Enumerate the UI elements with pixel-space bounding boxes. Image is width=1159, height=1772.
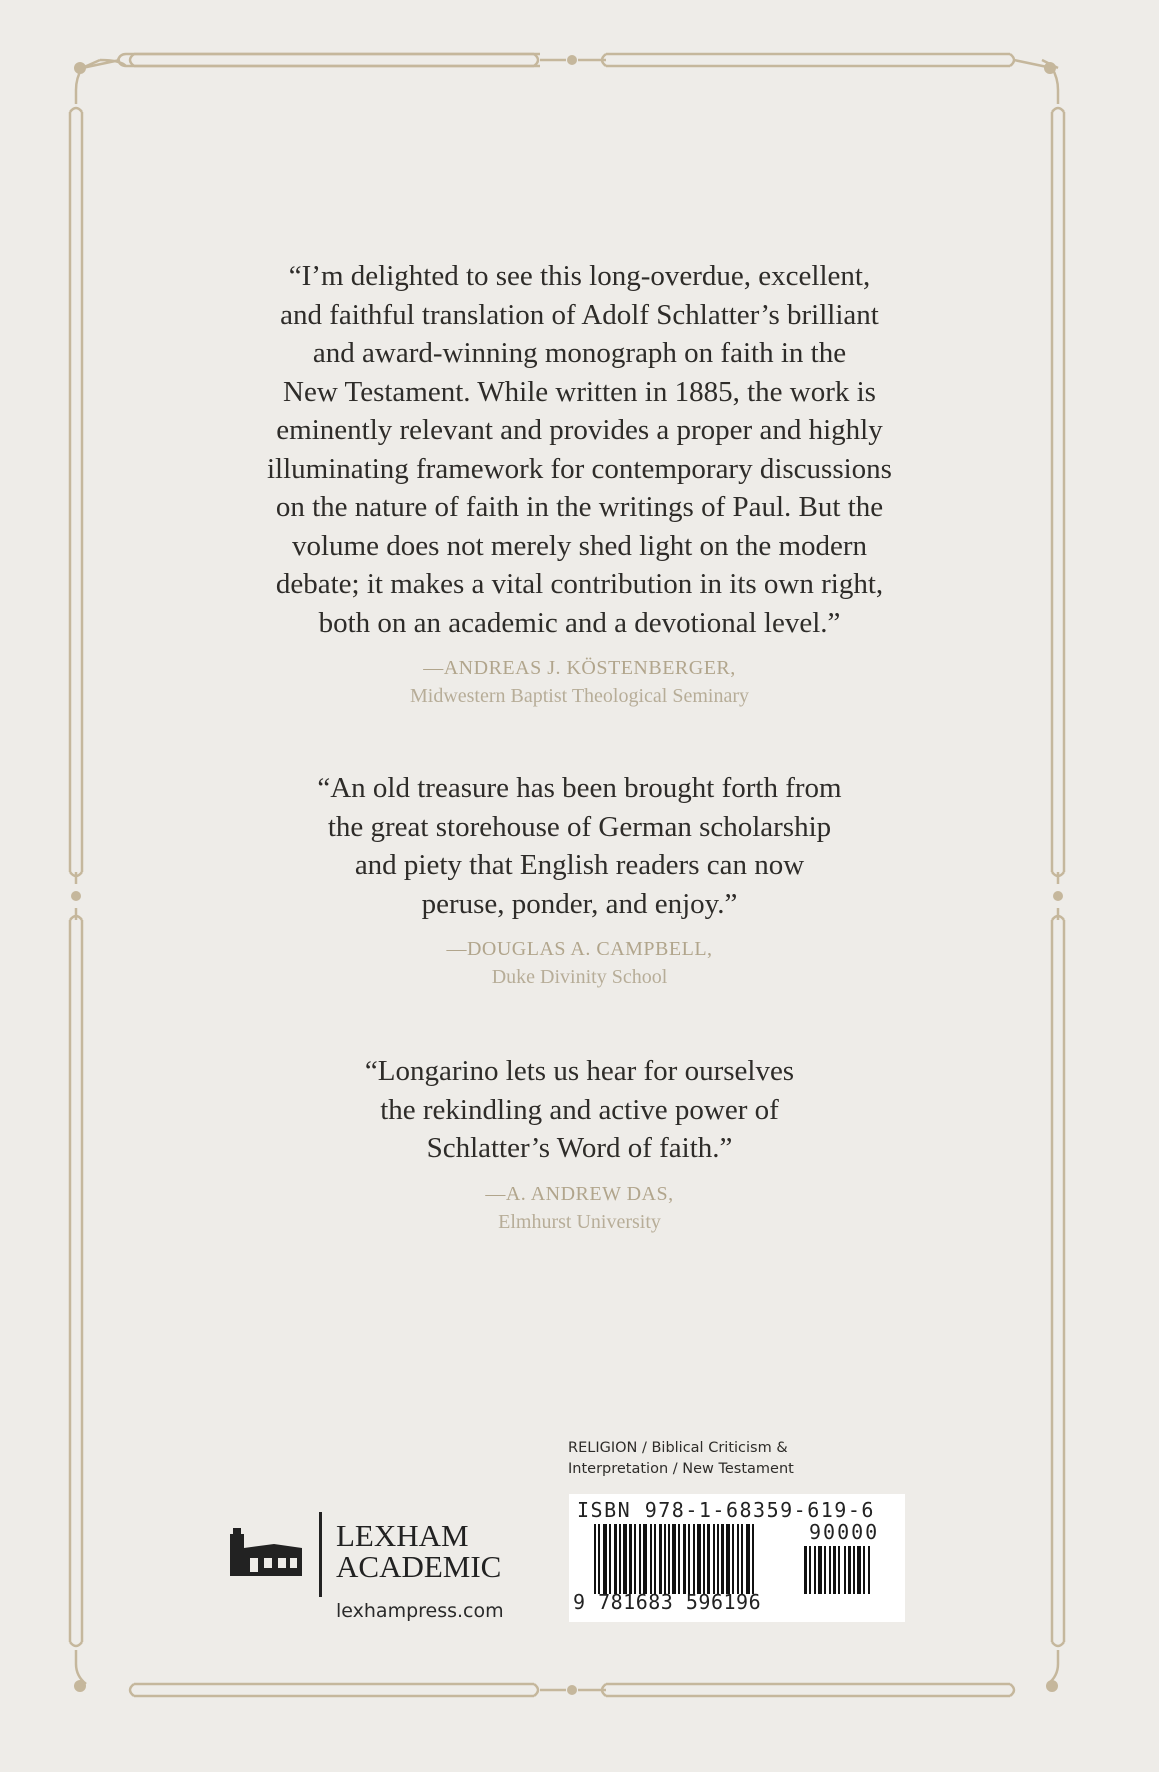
price-code: 90000 — [809, 1520, 880, 1544]
barcode-bar — [737, 1524, 739, 1594]
barcode-bar — [829, 1546, 831, 1594]
barcode-bar — [868, 1546, 870, 1594]
quote-line: the great storehouse of German scholarship — [327, 810, 832, 843]
barcode-bar — [746, 1524, 750, 1594]
quote-line: eminently relevant and provides a proper and highly — [276, 414, 883, 446]
quote-line: on the nature of faith in the writings of Paul. But the — [275, 491, 884, 523]
barcode-bar — [809, 1546, 811, 1594]
barcode-bar — [752, 1524, 754, 1594]
barcode-bar — [614, 1524, 617, 1594]
quote-line: peruse, ponder, and enjoy.” — [421, 887, 738, 920]
quote-line: and faithful translation of Adolf Schlatter’s brilliant — [280, 298, 879, 331]
barcode-bar — [721, 1524, 724, 1594]
endorsement-quote-2 — [160, 769, 999, 991]
category-line: RELIGION / Biblical Criticism & — [568, 1440, 788, 1456]
barcode-bar — [619, 1524, 621, 1594]
barcode-bar — [634, 1524, 636, 1594]
barcode-bar — [818, 1546, 822, 1594]
barcode-bar — [668, 1524, 670, 1594]
category-line: Interpretation / New Testament — [568, 1461, 794, 1477]
barcode-bar — [654, 1524, 656, 1594]
barcode-bar — [707, 1524, 710, 1594]
quote-line: New Testament. While written in 1885, the work is — [283, 375, 876, 408]
barcode-bar — [697, 1524, 701, 1594]
barcode-bar — [650, 1524, 652, 1594]
barcode-bar — [693, 1524, 695, 1594]
barcode-bar — [659, 1524, 662, 1594]
barcode-bar — [838, 1546, 840, 1594]
quote-line: Schlatter’s Word of faith.” — [426, 1132, 733, 1164]
publisher-name — [336, 1520, 501, 1582]
barcode-bar — [629, 1524, 632, 1594]
publisher-website: lexhampress.com — [336, 1600, 504, 1622]
barcode-bar — [688, 1524, 690, 1594]
quote-line: “I’m delighted to see this long-overdue, excellent, — [288, 260, 871, 292]
quote-text — [160, 1052, 999, 1168]
barcode-bar — [857, 1546, 861, 1594]
endorsement-quote-1 — [160, 257, 999, 710]
quote-line: “Longarino lets us hear for ourselves — [364, 1055, 795, 1087]
church-building-icon — [228, 1528, 304, 1578]
barcode-bar — [639, 1524, 641, 1594]
barcode-bar — [824, 1546, 826, 1594]
publisher-name-line: LEXHAM — [336, 1518, 469, 1553]
quote-author: —DOUGLAS A. CAMPBELL, — [446, 938, 713, 960]
bisac-category — [568, 1438, 794, 1480]
barcode-bar — [833, 1546, 836, 1594]
quote-affiliation: Elmhurst University — [498, 1210, 661, 1233]
barcode-digits: 9 781683 596196 — [573, 1590, 762, 1614]
quote-line: debate; it makes a vital contribution in its own right, — [275, 568, 884, 600]
barcode-bar — [594, 1524, 596, 1594]
quote-line: and award-winning monograph on faith in the — [312, 337, 847, 369]
barcode-bars — [594, 1524, 784, 1594]
quote-line: volume does not merely shed light on the modern — [291, 529, 868, 562]
publisher-logo — [228, 1508, 528, 1628]
barcode-bar — [726, 1524, 730, 1594]
barcode-bar — [844, 1546, 846, 1594]
quote-line: and piety that English readers can now — [354, 849, 805, 881]
barcode-bar — [703, 1524, 705, 1594]
barcode-bar — [848, 1546, 851, 1594]
barcode-bar — [623, 1524, 627, 1594]
isbn-barcode — [569, 1494, 905, 1622]
quote-affiliation: Duke Divinity School — [491, 966, 668, 988]
logo-divider — [319, 1512, 322, 1597]
barcode-addon-bars — [804, 1546, 896, 1594]
barcode-bar — [672, 1524, 676, 1594]
barcode-bar — [609, 1524, 611, 1594]
quote-line: illuminating framework for contemporary discussions — [267, 452, 892, 485]
barcode-bar — [598, 1524, 600, 1594]
quote-affiliation: Midwestern Baptist Theological Seminary — [409, 685, 749, 707]
endorsement-quote-3 — [160, 1052, 999, 1236]
isbn-number: ISBN 978-1-68359-619-6 — [577, 1498, 875, 1522]
quote-author: —ANDREAS J. KÖSTENBERGER, — [423, 657, 736, 679]
quote-text — [160, 769, 999, 923]
barcode-bar — [853, 1546, 855, 1594]
barcode-bar — [732, 1524, 734, 1594]
barcode-bar — [683, 1524, 686, 1594]
barcode-bar — [664, 1524, 666, 1594]
quote-line: both on an academic and a devotional level.” — [318, 606, 841, 639]
quote-line: the rekindling and active power of — [380, 1093, 779, 1126]
quote-line: “An old treasure has been brought forth from — [317, 772, 842, 804]
barcode-bar — [717, 1524, 719, 1594]
quote-text — [160, 257, 999, 642]
barcode-bar — [741, 1524, 743, 1594]
barcode-bar — [814, 1546, 816, 1594]
barcode-bar — [863, 1546, 865, 1594]
barcode-bar — [713, 1524, 715, 1594]
barcode-bar — [603, 1524, 607, 1594]
quote-author: —A. ANDREW DAS, — [485, 1182, 674, 1205]
barcode-bar — [643, 1524, 647, 1594]
barcode-bar — [804, 1546, 807, 1594]
barcode-bar — [678, 1524, 680, 1594]
publisher-name-line: ACADEMIC — [336, 1549, 502, 1584]
